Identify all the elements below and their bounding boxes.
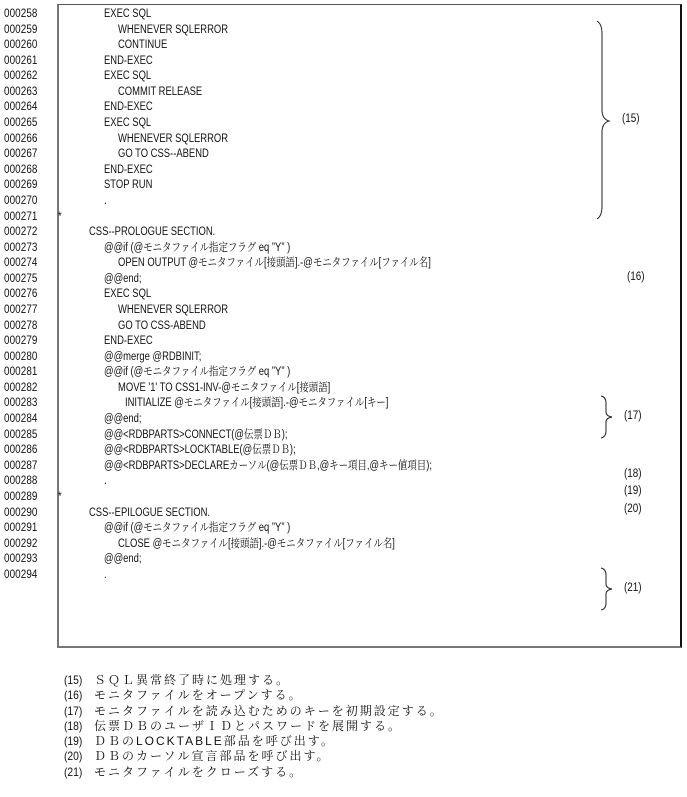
- line-number: 000272: [4, 226, 38, 239]
- line-number: 000271: [4, 210, 38, 223]
- code-text: STOP RUN: [103, 179, 152, 192]
- note-item: [64, 704, 444, 719]
- code-line: [0, 412, 687, 428]
- code-text: WHENEVER SQLERROR: [117, 132, 228, 145]
- note-text: ＤＢのLOCKTABLE部品を呼び出す。: [94, 734, 335, 749]
- note-item: [64, 765, 444, 780]
- code-line: [0, 194, 687, 210]
- code-text: WHENEVER SQLERROR: [117, 23, 228, 36]
- line-number: 000286: [4, 444, 38, 457]
- line-number: 000263: [4, 85, 38, 98]
- code-text: @@<RDBPARTS>LOCKTABLE(@伝票ＤＢ);: [103, 444, 296, 457]
- code-line: [0, 490, 687, 506]
- code-line: [0, 85, 687, 101]
- code-line: [0, 443, 687, 459]
- line-number: 000288: [4, 475, 38, 488]
- code-text: EXEC SQL: [103, 117, 151, 130]
- line-number: 000280: [4, 350, 38, 363]
- code-text: @@merge @RDBINIT;: [103, 350, 201, 363]
- note-number: (21): [64, 764, 83, 779]
- code-line: [0, 396, 687, 412]
- annotation-label-17: (17): [624, 410, 642, 422]
- code-text: END-EXEC: [103, 163, 153, 176]
- code-line: [0, 7, 687, 23]
- code-line: [0, 178, 687, 194]
- code-line: [0, 256, 687, 272]
- code-text: MOVE '1' TO CSS1-INV-@モニタファイル[接頭語]: [117, 381, 331, 394]
- comment-marker: *: [58, 210, 62, 223]
- code-line: [0, 381, 687, 397]
- line-number: 000268: [4, 163, 38, 176]
- line-number: 000291: [4, 522, 38, 535]
- brace-icon: [600, 395, 616, 439]
- code-lines: [0, 7, 687, 583]
- code-line: [0, 132, 687, 148]
- line-number: 000277: [4, 303, 38, 316]
- code-line: [0, 428, 687, 444]
- note-number: (19): [64, 734, 83, 749]
- explanation-notes: [64, 673, 444, 780]
- annotation-label-16: (16): [627, 271, 645, 283]
- code-text: CSS--PROLOGUE SECTION.: [89, 226, 216, 239]
- note-text: モニタファイルをオープンする。: [94, 688, 303, 703]
- code-line: [0, 210, 687, 226]
- note-text: 伝票ＤＢのユーザＩＤとパスワードを展開する。: [94, 718, 403, 733]
- line-number: 000293: [4, 553, 38, 566]
- code-line: [0, 100, 687, 116]
- line-number: 000266: [4, 132, 38, 145]
- code-line: [0, 54, 687, 70]
- code-line: [0, 334, 687, 350]
- code-line: [0, 116, 687, 132]
- note-number: (18): [64, 718, 83, 733]
- code-line: [0, 287, 687, 303]
- code-text: CSS--EPILOGUE SECTION.: [89, 506, 211, 519]
- note-number: (15): [64, 673, 83, 687]
- line-number: 000290: [4, 506, 38, 519]
- line-number: 000264: [4, 101, 38, 114]
- note-text: モニタファイルを読み込むためのキーを初期設定する。: [94, 703, 444, 718]
- code-text: COMMIT RELEASE: [117, 85, 202, 98]
- code-text: @@<RDBPARTS>CONNECT(@伝票ＤＢ);: [103, 428, 288, 441]
- code-line: [0, 521, 687, 537]
- code-text: @@end;: [103, 413, 142, 426]
- note-item: [64, 734, 444, 749]
- code-text: CONTINUE: [117, 39, 168, 52]
- line-number: 000281: [4, 366, 38, 379]
- line-number: 000275: [4, 272, 38, 285]
- code-line: [0, 568, 687, 584]
- note-number: (16): [64, 688, 83, 703]
- note-item: [64, 688, 444, 703]
- code-text: GO TO CSS-ABEND: [117, 319, 206, 332]
- note-number: (17): [64, 703, 83, 718]
- code-text: WHENEVER SQLERROR: [117, 303, 228, 316]
- line-number: 000270: [4, 194, 38, 207]
- code-text: EXEC SQL: [103, 70, 151, 83]
- line-number: 000258: [4, 8, 38, 20]
- annotation-label-18: (18): [624, 468, 642, 480]
- code-line: [0, 365, 687, 381]
- line-number: 000282: [4, 381, 38, 394]
- line-number: 000259: [4, 23, 38, 36]
- line-number: 000289: [4, 490, 38, 503]
- code-line: [0, 474, 687, 490]
- note-text: モニタファイルをクローズする。: [94, 764, 304, 779]
- line-number: 000261: [4, 54, 38, 67]
- note-item: [64, 719, 444, 734]
- line-number: 000269: [4, 179, 38, 192]
- code-text: END-EXEC: [103, 54, 153, 67]
- code-line: [0, 319, 687, 335]
- line-number: 000285: [4, 428, 38, 441]
- note-number: (20): [64, 749, 83, 764]
- note-item: [64, 749, 444, 764]
- code-text: @@<RDBPARTS>DECLAREカーソル(@伝票ＤＢ,@キー項目,@キー値項目);: [103, 459, 432, 472]
- note-text: ＳＱＬ異常終了時に処理する。: [94, 673, 291, 687]
- code-line: [0, 459, 687, 475]
- code-line: [0, 272, 687, 288]
- code-text: @@if (@モニタファイル指定フラグ eq ”Y” ): [103, 241, 290, 254]
- code-text: GO TO CSS--ABEND: [117, 148, 209, 161]
- code-line: [0, 303, 687, 319]
- code-text: END-EXEC: [103, 101, 153, 114]
- code-line: [0, 225, 687, 241]
- line-number: 000283: [4, 397, 38, 410]
- line-number: 000287: [4, 459, 38, 472]
- code-line: [0, 163, 687, 179]
- code-text: EXEC SQL: [103, 288, 151, 301]
- code-line: [0, 23, 687, 39]
- line-number: 000273: [4, 241, 38, 254]
- line-number: 000262: [4, 70, 38, 83]
- line-number: 000265: [4, 117, 38, 130]
- line-number: 000260: [4, 39, 38, 52]
- line-number: 000279: [4, 335, 38, 348]
- note-text: ＤＢのカーソル宣言部品を呼び出す。: [94, 749, 331, 764]
- code-text: END-EXEC: [103, 335, 153, 348]
- code-text: @@end;: [103, 272, 142, 285]
- code-line: [0, 38, 687, 54]
- code-line: [0, 537, 687, 553]
- code-text: .: [103, 568, 107, 581]
- code-line: [0, 552, 687, 568]
- code-line: [0, 350, 687, 366]
- code-text: @@if (@モニタファイル指定フラグ eq ”Y” ): [103, 366, 290, 379]
- code-text: CLOSE @モニタファイル[接頭語].-@モニタファイル[ファイル名]: [117, 537, 395, 550]
- code-text: .: [103, 475, 107, 488]
- code-text: EXEC SQL: [103, 8, 151, 20]
- line-number: 000284: [4, 413, 38, 426]
- line-number: 000274: [4, 257, 38, 270]
- code-line: [0, 69, 687, 85]
- line-number: 000267: [4, 148, 38, 161]
- line-number: 000276: [4, 288, 38, 301]
- annotation-label-15: (15): [622, 113, 640, 125]
- comment-marker: *: [58, 490, 62, 503]
- line-number: 000292: [4, 537, 38, 550]
- code-text: .: [103, 194, 107, 207]
- code-line: [0, 147, 687, 163]
- note-item: [64, 673, 444, 688]
- line-number: 000294: [4, 568, 38, 581]
- brace-icon: [596, 20, 616, 220]
- code-line: [0, 506, 687, 522]
- line-number: 000278: [4, 319, 38, 332]
- annotation-label-21: (21): [624, 582, 642, 594]
- code-line: [0, 241, 687, 257]
- code-listing: [0, 4, 687, 650]
- annotation-label-20: (20): [624, 503, 642, 515]
- code-text: OPEN OUTPUT @モニタファイル[接頭語].-@モニタファイル[ファイル名]: [117, 257, 431, 270]
- code-text: @@if (@モニタファイル指定フラグ eq ”Y” ): [103, 522, 290, 535]
- annotation-label-19: (19): [624, 485, 642, 497]
- code-text: @@end;: [103, 553, 142, 566]
- brace-icon: [600, 567, 616, 611]
- code-text: INITIALIZE @モニタファイル[接頭語].-@モニタファイル[キー]: [124, 397, 389, 410]
